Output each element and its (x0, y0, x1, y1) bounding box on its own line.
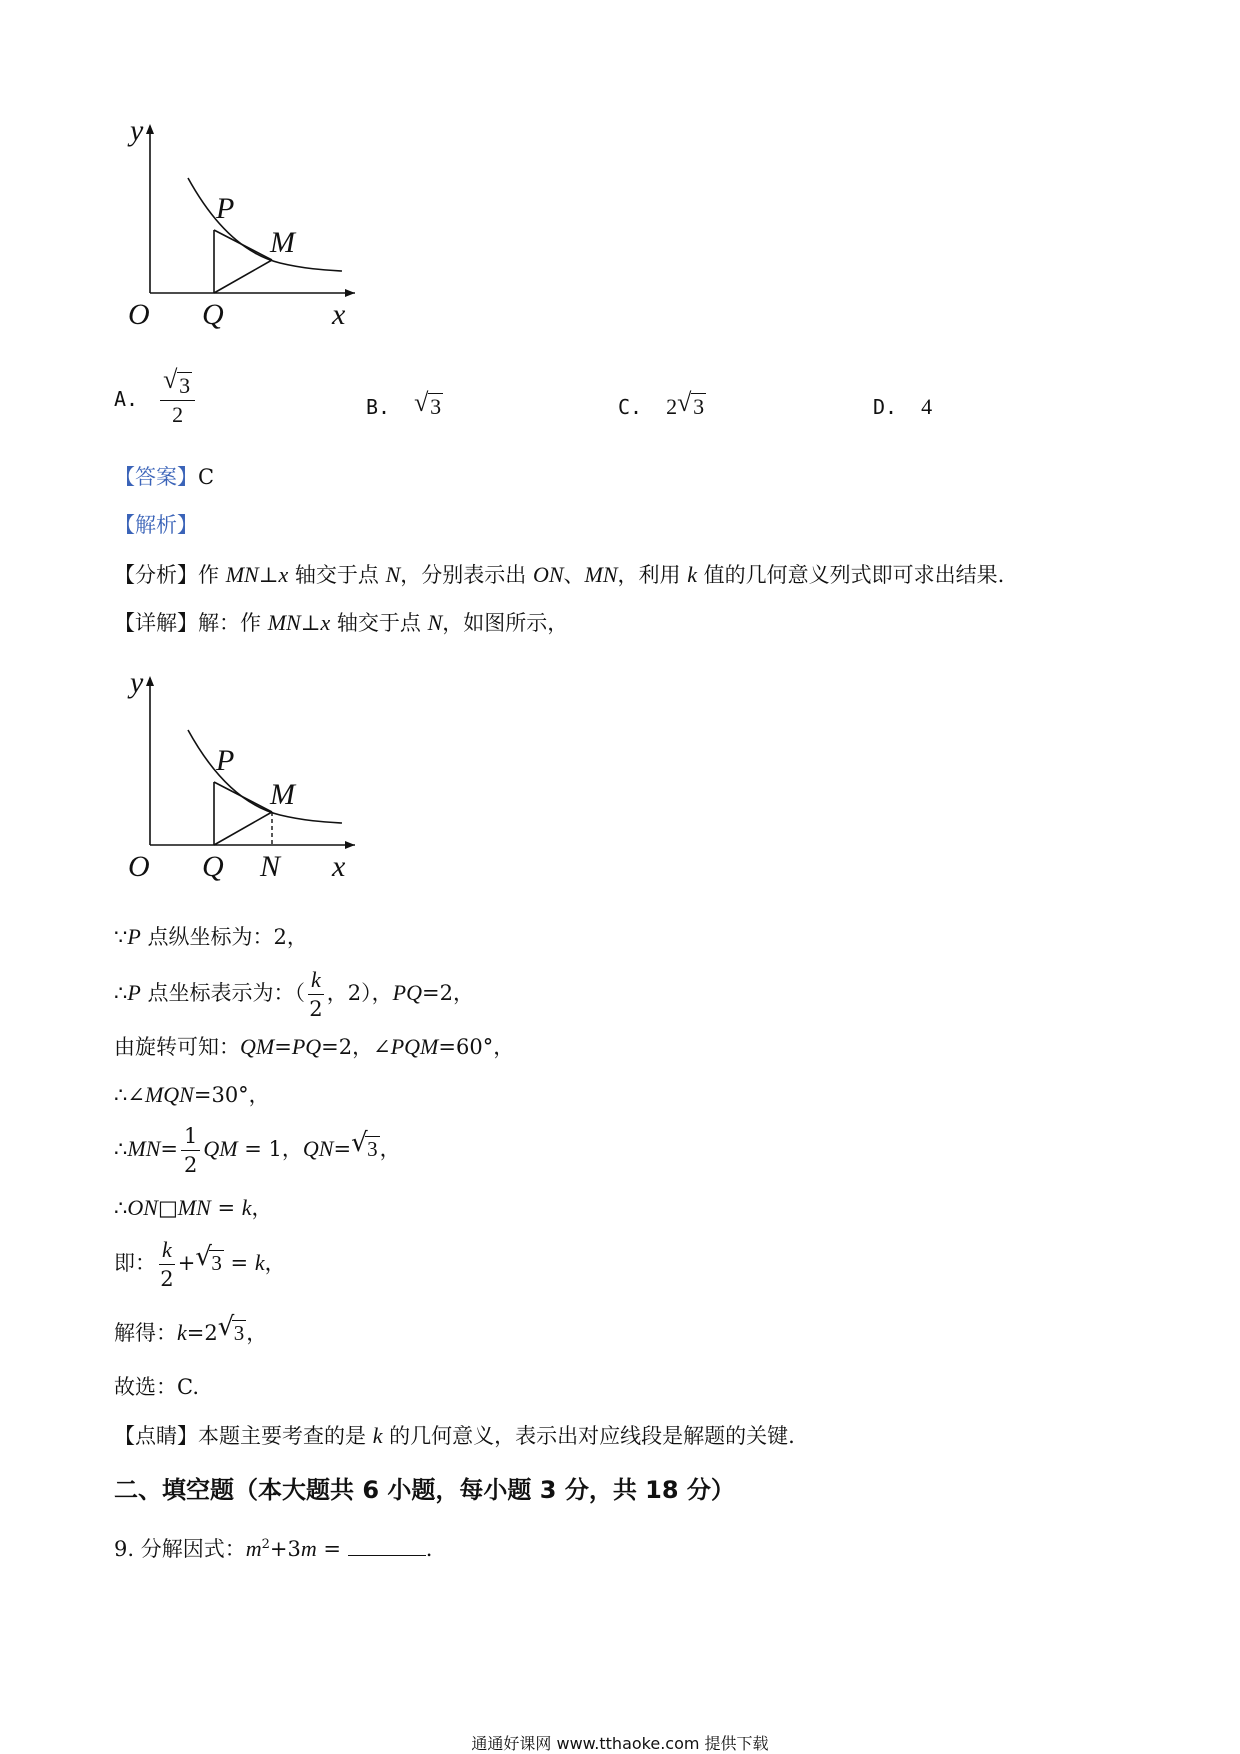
step-text: = (333, 1137, 352, 1161)
fenxi-mn: MN (225, 562, 259, 587)
option-a: A. √ 3 2 (114, 372, 198, 429)
figure-1 (110, 114, 360, 333)
fenxi-text: ，利用 (617, 563, 688, 587)
step-text: = 1， (237, 1137, 303, 1161)
step-var: QN (302, 1136, 334, 1161)
step-var: P (127, 924, 141, 949)
question-9-exponent: 2 (261, 1537, 270, 1552)
option-c: C. 2 √ 3 (618, 388, 705, 419)
step-var: PQ (392, 980, 422, 1005)
step-var: MN (177, 1195, 211, 1220)
step-text: =30°， (193, 1083, 270, 1107)
step-text: =60°， (438, 1035, 515, 1059)
option-c-value: 3 (693, 394, 705, 419)
step-text: + (177, 1251, 196, 1275)
fenxi-line (114, 560, 1004, 590)
option-a-label: A. (114, 387, 139, 411)
option-d-label: D. (873, 395, 898, 419)
step-7: 即： $\frac{k}{2}$ + √ 3 = k， (114, 1237, 286, 1291)
fig1-p-label: P (216, 192, 235, 225)
answer-value: C (198, 465, 215, 489)
step-text: =2 (186, 1321, 218, 1345)
step-9: 故选：C. (114, 1375, 199, 1399)
xiangjie-tag: 【详解】 (114, 611, 198, 635)
option-c-label: C. (618, 395, 643, 419)
step-text: ∴ (114, 1196, 128, 1220)
step-frac-den: 2 (183, 1153, 198, 1177)
fig1-y-label: y (130, 114, 144, 147)
step-var: PQM (390, 1034, 439, 1059)
fig2-m-label: M (270, 778, 295, 811)
step-text: ， (379, 1137, 401, 1161)
question-9-eq: = (316, 1537, 348, 1561)
fenxi-k: k (687, 562, 697, 587)
option-a-numerator: 3 (179, 373, 191, 398)
step-var: k (177, 1320, 187, 1345)
step-frac-num: 1 (181, 1122, 200, 1151)
fig2-x-label: x (332, 850, 346, 883)
xiangjie-text: 轴交于点 (330, 611, 428, 635)
step-text: ，2）， (326, 981, 393, 1005)
step-var: P (127, 980, 141, 1005)
fenxi-x: x (278, 562, 289, 587)
step-text: 解得： (114, 1321, 177, 1345)
question-9-m: m (300, 1536, 317, 1561)
step-text: □ (157, 1196, 178, 1220)
step-var: QM (240, 1034, 275, 1059)
dianjing-text: 本题主要考查的是 (198, 1424, 373, 1448)
step-text: = (160, 1137, 178, 1161)
question-9-end: . (425, 1537, 433, 1561)
step-text: 点纵坐标为：2， (140, 925, 308, 949)
fig1-o-label: O (128, 298, 150, 331)
question-9-plus: +3 (269, 1537, 301, 1561)
step-4 (114, 1080, 270, 1110)
step-var: PQ (291, 1034, 322, 1059)
option-c-coef: 2 (666, 394, 678, 419)
fenxi-text: 作 (198, 563, 226, 587)
figure-2 (110, 666, 360, 885)
step-text: =2， (421, 981, 474, 1005)
option-b: B. √ 3 (366, 388, 442, 419)
xiangjie-mn: MN (267, 610, 301, 635)
dianjing-text: 的几何意义，表示出对应线段是解题的关键. (382, 1424, 795, 1448)
step-text: 点坐标表示为：（ (140, 981, 306, 1005)
step-text: =2，∠ (321, 1035, 391, 1059)
answer-blank[interactable] (348, 1535, 426, 1556)
step-var: QM (203, 1136, 238, 1161)
fenxi-text: ，分别表示出 (400, 563, 533, 587)
step-radicand: 3 (367, 1137, 378, 1161)
step-5: ∴MN= $\frac{1}{2}$ QM = 1，QN= √ 3， (114, 1124, 401, 1177)
option-b-value: 3 (430, 394, 442, 419)
step-1 (114, 922, 308, 952)
footer: 通通好课网 www.tthaoke.com 提供下载 (471, 1734, 769, 1753)
step-text: = (223, 1251, 255, 1275)
step-text: ， (251, 1196, 273, 1220)
dianjing-k: k (372, 1423, 383, 1448)
step-var: MQN (144, 1082, 194, 1107)
fig2-q-label: Q (202, 850, 224, 883)
fenxi-text: 轴交于点 (288, 563, 386, 587)
step-2 (114, 966, 474, 1023)
question-9-m: m (245, 1536, 262, 1561)
step-3 (114, 1032, 514, 1062)
step-frac-num: k (159, 1236, 175, 1265)
step-text: 即： (114, 1251, 156, 1275)
step-frac-den: 2 (309, 997, 323, 1021)
fig1-x-label: x (332, 298, 346, 331)
step-text: 由旋转可知： (114, 1035, 240, 1059)
xiangjie-n: N (427, 610, 443, 635)
fenxi-perp: ⊥ (258, 563, 279, 587)
answer-tag: 【答案】 (114, 465, 198, 489)
step-text: ∴ (114, 1137, 128, 1161)
step-text: ∵ (114, 925, 128, 949)
step-6 (114, 1193, 273, 1223)
fenxi-text: 、 (563, 563, 585, 587)
step-text: ∴ (114, 981, 128, 1005)
fenxi-on: ON (532, 562, 564, 587)
fig2-o-label: O (128, 850, 150, 883)
fig2-n-label: N (260, 850, 281, 883)
fig1-m-label: M (270, 226, 295, 259)
fig1-q-label: Q (202, 298, 224, 331)
question-9-prefix: 9. 分解因式： (114, 1537, 246, 1561)
fenxi-text: 值的几何意义列式即可求出结果. (696, 563, 1005, 587)
xiangjie-x: x (320, 610, 331, 635)
section-heading: 二、填空题（本大题共 6 小题，每小题 3 分，共 18 分） (114, 1476, 735, 1504)
option-a-denominator: 2 (172, 402, 184, 427)
step-radicand: 3 (211, 1251, 222, 1275)
fig2-p-label: P (216, 744, 235, 777)
step-frac-num: k (308, 966, 324, 995)
xiangjie-line (114, 608, 568, 638)
step-8: 解得：k=2 √ 3， (114, 1312, 268, 1345)
step-text: ， (264, 1251, 286, 1275)
fenxi-mn: MN (584, 562, 618, 587)
step-var: k (241, 1195, 252, 1220)
xiangjie-text: 解：作 (198, 611, 268, 635)
step-radicand: 3 (233, 1321, 245, 1345)
xiangjie-text: ，如图所示， (442, 611, 569, 635)
fig2-y-label: y (130, 666, 144, 699)
fenxi-tag: 【分析】 (114, 563, 198, 587)
step-frac-den: 2 (160, 1267, 174, 1291)
step-text: ∴∠ (114, 1083, 145, 1107)
step-var: ON (127, 1195, 158, 1220)
option-b-label: B. (366, 395, 391, 419)
option-d (873, 394, 932, 420)
dianjing-line (114, 1421, 795, 1451)
step-var: k (254, 1250, 265, 1275)
analysis-tag: 【解析】 (114, 513, 198, 537)
step-text: = (274, 1035, 292, 1059)
answer-line (114, 462, 214, 492)
dianjing-tag: 【点睛】 (114, 1424, 198, 1448)
step-var: MN (127, 1136, 161, 1161)
step-text: ， (246, 1321, 268, 1345)
question-9 (114, 1530, 432, 1564)
option-d-value: 4 (921, 394, 933, 419)
step-text: = (210, 1196, 242, 1220)
fenxi-n: N (385, 562, 401, 587)
xiangjie-perp: ⊥ (300, 611, 321, 635)
